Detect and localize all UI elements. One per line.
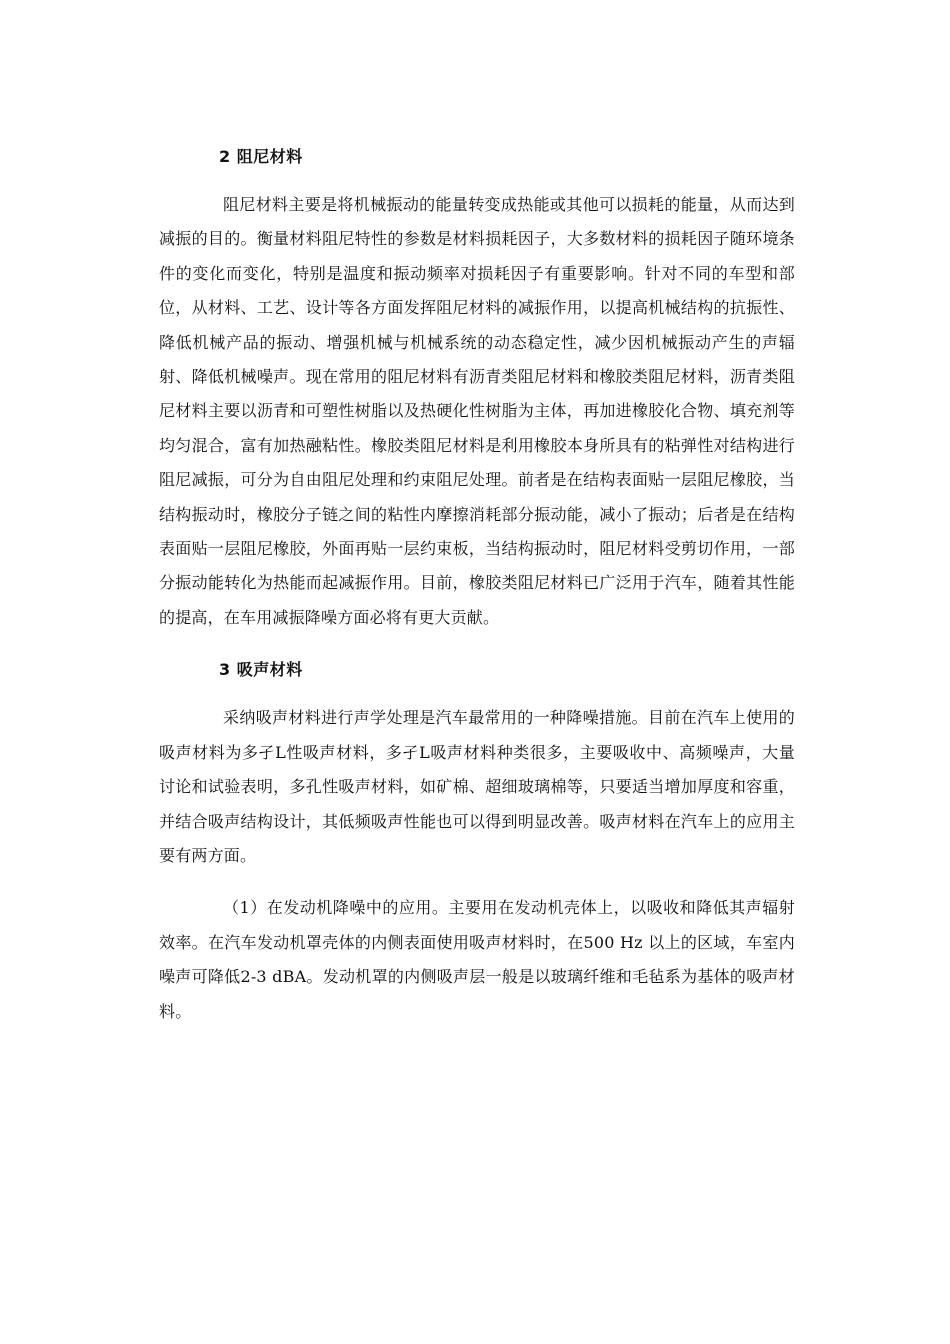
section-heading-damping: 2 阻尼材料 <box>219 147 303 166</box>
paragraph-engine-noise-application: （1）在发动机降噪中的应用。主要用在发动机壳体上，以吸收和降低其声辐射效率。在汽车发动机罩壳体的内侧表面使用吸声材料时，在500 Hz 以上的区域，车室内噪声可降低2-3 dBA。发动机罩的内侧吸声层一般是以玻璃纤维和毛毡系为基体的吸声材料。 <box>159 898 795 1021</box>
document-page <box>159 140 795 1043</box>
paragraph-sound-absorption: 采纳吸声材料进行声学处理是汽车最常用的一种降噪措施。目前在汽车上使用的吸声材料为多孑L性吸声材料，多孑L吸声材料种类很多，主要吸收中、高频噪声，大量讨论和试验表明，多孔性吸声材料，如矿棉、超细玻璃棉等，只要适当增加厚度和容重，并结合吸声结构设计，其低频吸声性能也可以得到明显改善。吸声材料在汽车上的应用主要有两方面。 <box>159 708 795 865</box>
paragraph-damping-materials: 阻尼材料主要是将机械振动的能量转变成热能或其他可以损耗的能量，从而达到减振的目的。衡量材料阻尼特性的参数是材料损耗因子，大多数材料的损耗因子随环境条件的变化而变化，特别是温度和振动频率对损耗因子有重要影响。针对不同的车型和部位，从材料、工艺、设计等各方面发挥阻尼材料的减振作用，以提高机械结构的抗振性、降低机械产品的振动、增强机械与机械系统的动态稳定性，减少因机械振动产生的声辐射、降低机械噪声。现在常用的阻尼材料有沥青类阻尼材料和橡胶类阻尼材料，沥青类阻尼材料主要以沥青和可塑性树脂以及热硬化性树脂为主体，再加进橡胶化合物、填充剂等均匀混合，富有加热融粘性。橡胶类阻尼材料是利用橡胶本身所具有的粘弹性对结构进行阻尼减振，可分为自由阻尼处理和约束阻尼处理。前者是在结构表面贴一层阻尼橡胶，当结构振动时，橡胶分子链之间的粘性内摩擦消耗部分振动能，减小了振动；后者是在结构表面贴一层阻尼橡胶，外面再贴一层约束板，当结构振动时，阻尼材料受剪切作用，一部分振动能转化为热能而起减振作用。目前，橡胶类阻尼材料已广泛用于汽车，随着其性能的提高，在车用减振降噪方面必将有更大贡献。 <box>159 195 795 627</box>
section-heading-sound-absorption: 3 吸声材料 <box>219 660 303 680</box>
